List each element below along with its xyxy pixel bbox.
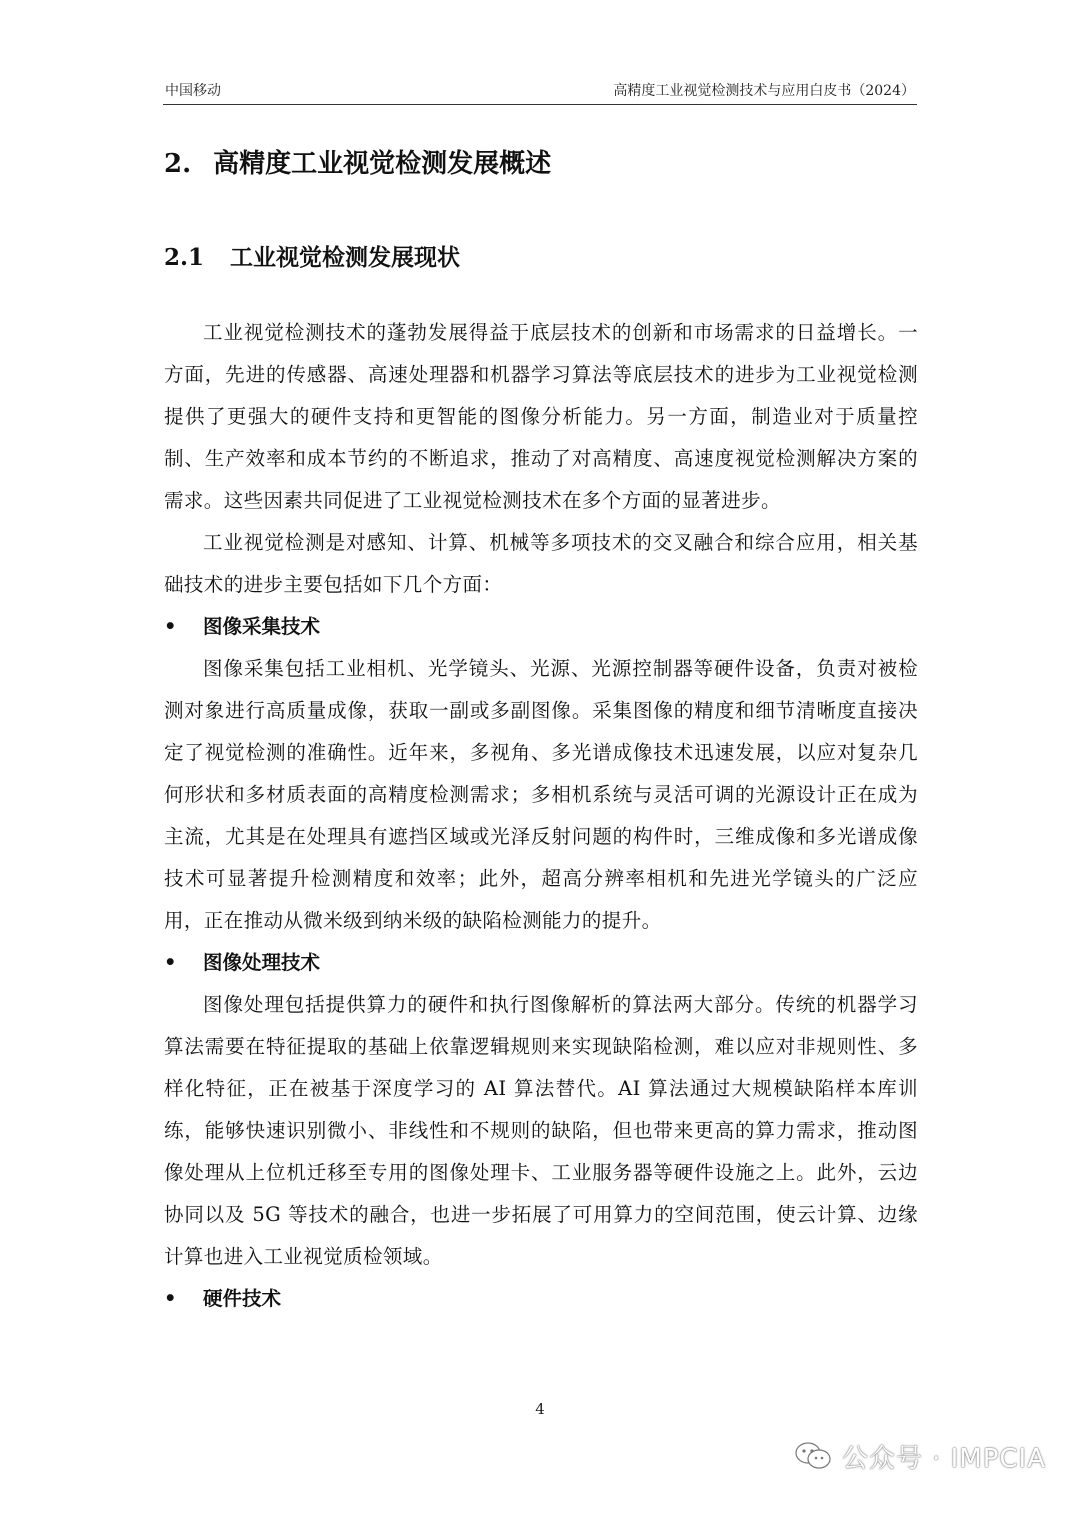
page-number: 4 (535, 1400, 545, 1418)
bullet-heading (164, 606, 918, 648)
bullet-marker: • (164, 615, 177, 638)
intro-paragraph: 工业视觉检测技术的蓬勃发展得益于底层技术的创新和市场需求的日益增长。一方面，先进的传感器、高速处理器和机器学习算法等底层技术的进步为工业视觉检测提供了更强大的硬件支持和更智能的图像分析能力。另一方面，制造业对于质量控制、生产效率和成本节约的不断追求，推动了对高精度、高速度视觉检测解决方案的需求。这些因素共同促进了工业视觉检测技术在多个方面的显著进步。 (164, 321, 918, 512)
subsection-title: 工业视觉检测发展现状 (230, 244, 460, 271)
page-header (163, 76, 917, 105)
document-body (164, 312, 918, 1320)
bullet-paragraph: 图像处理包括提供算力的硬件和执行图像解析的算法两大部分。传统的机器学习算法需要在特征提取的基础上依靠逻辑规则来实现缺陷检测，难以应对非规则性、多样化特征，正在被基于深度学习的 AI 算法替代。AI 算法通过大规模缺陷样本库训练，能够快速识别微小、非线性和不规则的缺陷，但也带来更高的算力需求，推动图像处理从上位机迁移至专用的图像处理卡、工业服务器等硬件设施之上。此外，云边协同以及 5G 等技术的融合，也进一步拓展了可用算力的空间范围，使云计算、边缘计算也进入工业视觉质检领域。 (164, 993, 918, 1268)
bullet-marker: • (164, 1287, 177, 1310)
header-right: 高精度工业视觉检测技术与应用白皮书（2024） (613, 83, 915, 99)
lead-in-paragraph: 工业视觉检测是对感知、计算、机械等多项技术的交叉融合和综合应用，相关基础技术的进步主要包括如下几个方面： (164, 531, 918, 596)
subsection-number: 2.1 (164, 244, 205, 271)
section-number: 2. (164, 149, 192, 179)
bullet-paragraph: 图像采集包括工业相机、光学镜头、光源、光源控制器等硬件设备，负责对被检测对象进行高质量成像，获取一副或多副图像。采集图像的精度和细节清晰度直接决定了视觉检测的准确性。近年来，多视角、多光谱成像技术迅速发展，以应对复杂几何形状和多材质表面的高精度检测需求；多相机系统与灵活可调的光源设计正在成为主流，尤其是在处理具有遮挡区域或光泽反射问题的构件时，三维成像和多光谱成像技术可显著提升检测精度和效率；此外，超高分辨率相机和先进光学镜头的广泛应用，正在推动从微米级到纳米级的缺陷检测能力的提升。 (164, 657, 918, 932)
subsection-heading (164, 236, 460, 280)
bullet-marker: • (164, 951, 177, 974)
section-title: 高精度工业视觉检测发展概述 (213, 149, 552, 179)
wechat-icon (794, 1441, 832, 1471)
bullet-title: 硬件技术 (203, 1287, 282, 1310)
bullet-title: 图像采集技术 (203, 615, 321, 638)
header-left: 中国移动 (165, 83, 221, 99)
bullet-heading (164, 1278, 918, 1320)
bullet-heading (164, 942, 918, 984)
watermark (794, 1436, 1046, 1476)
bullet-title: 图像处理技术 (203, 951, 321, 974)
watermark-text: 公众号 · IMPCIA (841, 1443, 1046, 1474)
section-heading (164, 142, 551, 186)
